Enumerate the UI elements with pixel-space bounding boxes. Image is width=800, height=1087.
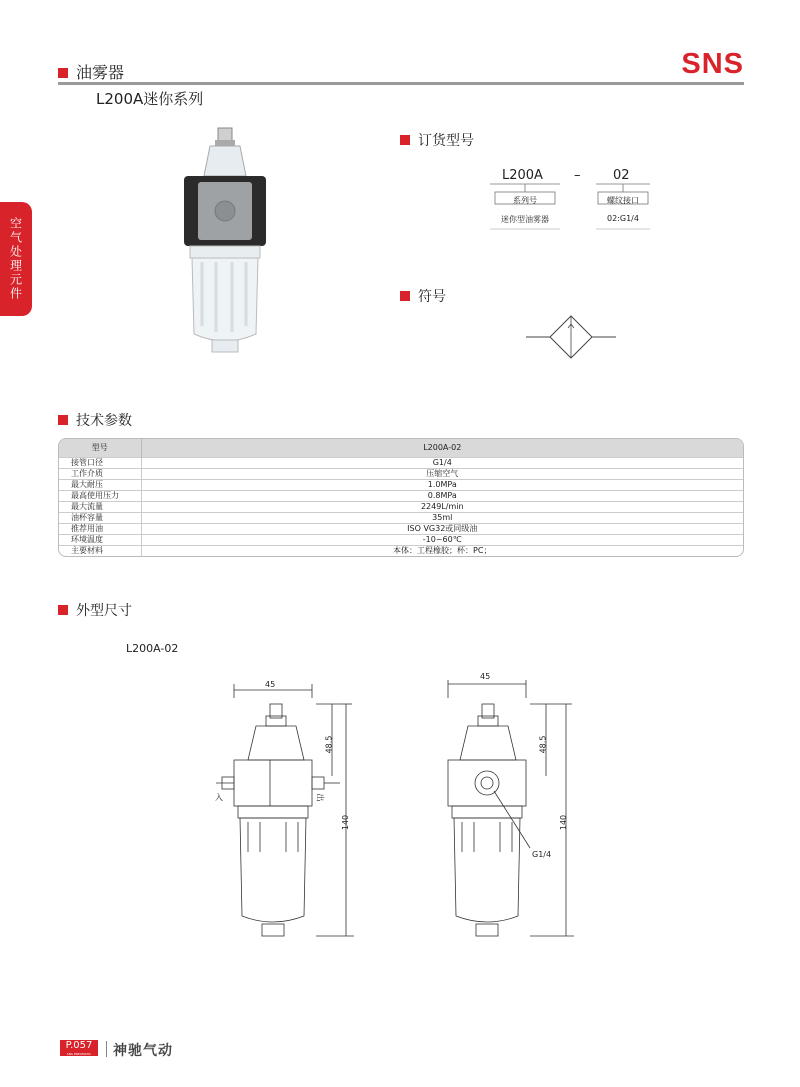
spec-value: G1/4 xyxy=(141,457,743,468)
symbol-section-title: 符号 xyxy=(400,286,446,306)
lubricator-symbol-icon xyxy=(526,312,616,362)
section-marker-icon xyxy=(58,415,68,425)
spec-value: ISO VG32或同级油 xyxy=(141,523,743,534)
spec-value: 本体：工程橡胶；杯：PC； xyxy=(141,545,743,556)
spec-key: 最大流量 xyxy=(59,501,141,512)
footer-divider xyxy=(106,1041,107,1057)
order-code-thread: 02 xyxy=(613,168,630,183)
spec-value: -10~60℃ xyxy=(141,534,743,545)
spec-table xyxy=(58,438,744,557)
thread-desc: 02:G1/4 xyxy=(607,214,639,223)
spec-key: 推荐用油 xyxy=(59,523,141,534)
spec-value: 压缩空气 xyxy=(141,468,743,479)
spec-key: 最大耐压 xyxy=(59,479,141,490)
table-row xyxy=(59,545,743,556)
front-width-dim: 45 xyxy=(265,680,276,689)
spec-value: 1.0MPa xyxy=(141,479,743,490)
order-code-series: L200A xyxy=(502,168,543,183)
table-row xyxy=(59,490,743,501)
front-total-height-dim: 140 xyxy=(341,814,351,831)
page-number-sub: SNS PNEUMATIC xyxy=(66,1052,92,1056)
spec-key: 工作介质 xyxy=(59,468,141,479)
table-row xyxy=(59,501,743,512)
table-row xyxy=(59,479,743,490)
ordering-section-title: 订货型号 xyxy=(400,130,474,150)
side-total-height-dim: 140 xyxy=(559,814,569,831)
inlet-label: 入 xyxy=(215,793,223,802)
spec-key: 油杯容量 xyxy=(59,512,141,523)
spec-key: 环境温度 xyxy=(59,534,141,545)
spec-value: 0.8MPa xyxy=(141,490,743,501)
table-row xyxy=(59,523,743,534)
spec-header-key: 型号 xyxy=(59,439,141,457)
spec-key: 最高使用压力 xyxy=(59,490,141,501)
series-subtitle: L200A迷你系列 xyxy=(96,90,204,108)
page-title xyxy=(58,60,124,83)
dimension-model-label: L200A-02 xyxy=(126,642,179,655)
port-label: G1/4 xyxy=(532,850,552,859)
outlet-label: 出 xyxy=(315,793,325,802)
side-category-tab[interactable]: 空气处理元件 xyxy=(0,202,32,316)
dimensions-section-title: 外型尺寸 xyxy=(58,600,132,620)
section-marker-icon xyxy=(400,291,410,301)
footer-company: 神驰气动 xyxy=(113,1043,173,1059)
order-code-dash: – xyxy=(574,168,581,183)
spec-value: 35ml xyxy=(141,512,743,523)
spec-header-value: L200A-02 xyxy=(141,439,743,457)
side-top-height-dim: 48.5 xyxy=(538,735,548,754)
table-row xyxy=(59,468,743,479)
brand-logo: SNS xyxy=(681,48,744,80)
page-number-badge xyxy=(60,1040,98,1056)
series-desc: 迷你型油雾器 xyxy=(501,215,549,224)
section-marker-icon xyxy=(58,68,68,78)
page-title-text: 油雾器 xyxy=(76,63,125,82)
product-photo xyxy=(170,126,280,362)
thread-label: 螺纹接口 xyxy=(607,196,639,205)
page-number: P.057 xyxy=(65,1040,93,1051)
front-top-height-dim: 48.5 xyxy=(324,735,334,754)
section-marker-icon xyxy=(400,135,410,145)
table-row xyxy=(59,534,743,545)
series-label: 系列号 xyxy=(513,196,537,205)
spec-value: 2249L/min xyxy=(141,501,743,512)
table-row xyxy=(59,457,743,468)
specs-section-title: 技术参数 xyxy=(58,410,132,430)
spec-key: 接管口径 xyxy=(59,457,141,468)
section-marker-icon xyxy=(58,605,68,615)
side-width-dim: 45 xyxy=(480,672,491,681)
header-divider xyxy=(58,82,744,85)
spec-header-row xyxy=(59,439,743,457)
table-row xyxy=(59,512,743,523)
spec-key: 主要材料 xyxy=(59,545,141,556)
